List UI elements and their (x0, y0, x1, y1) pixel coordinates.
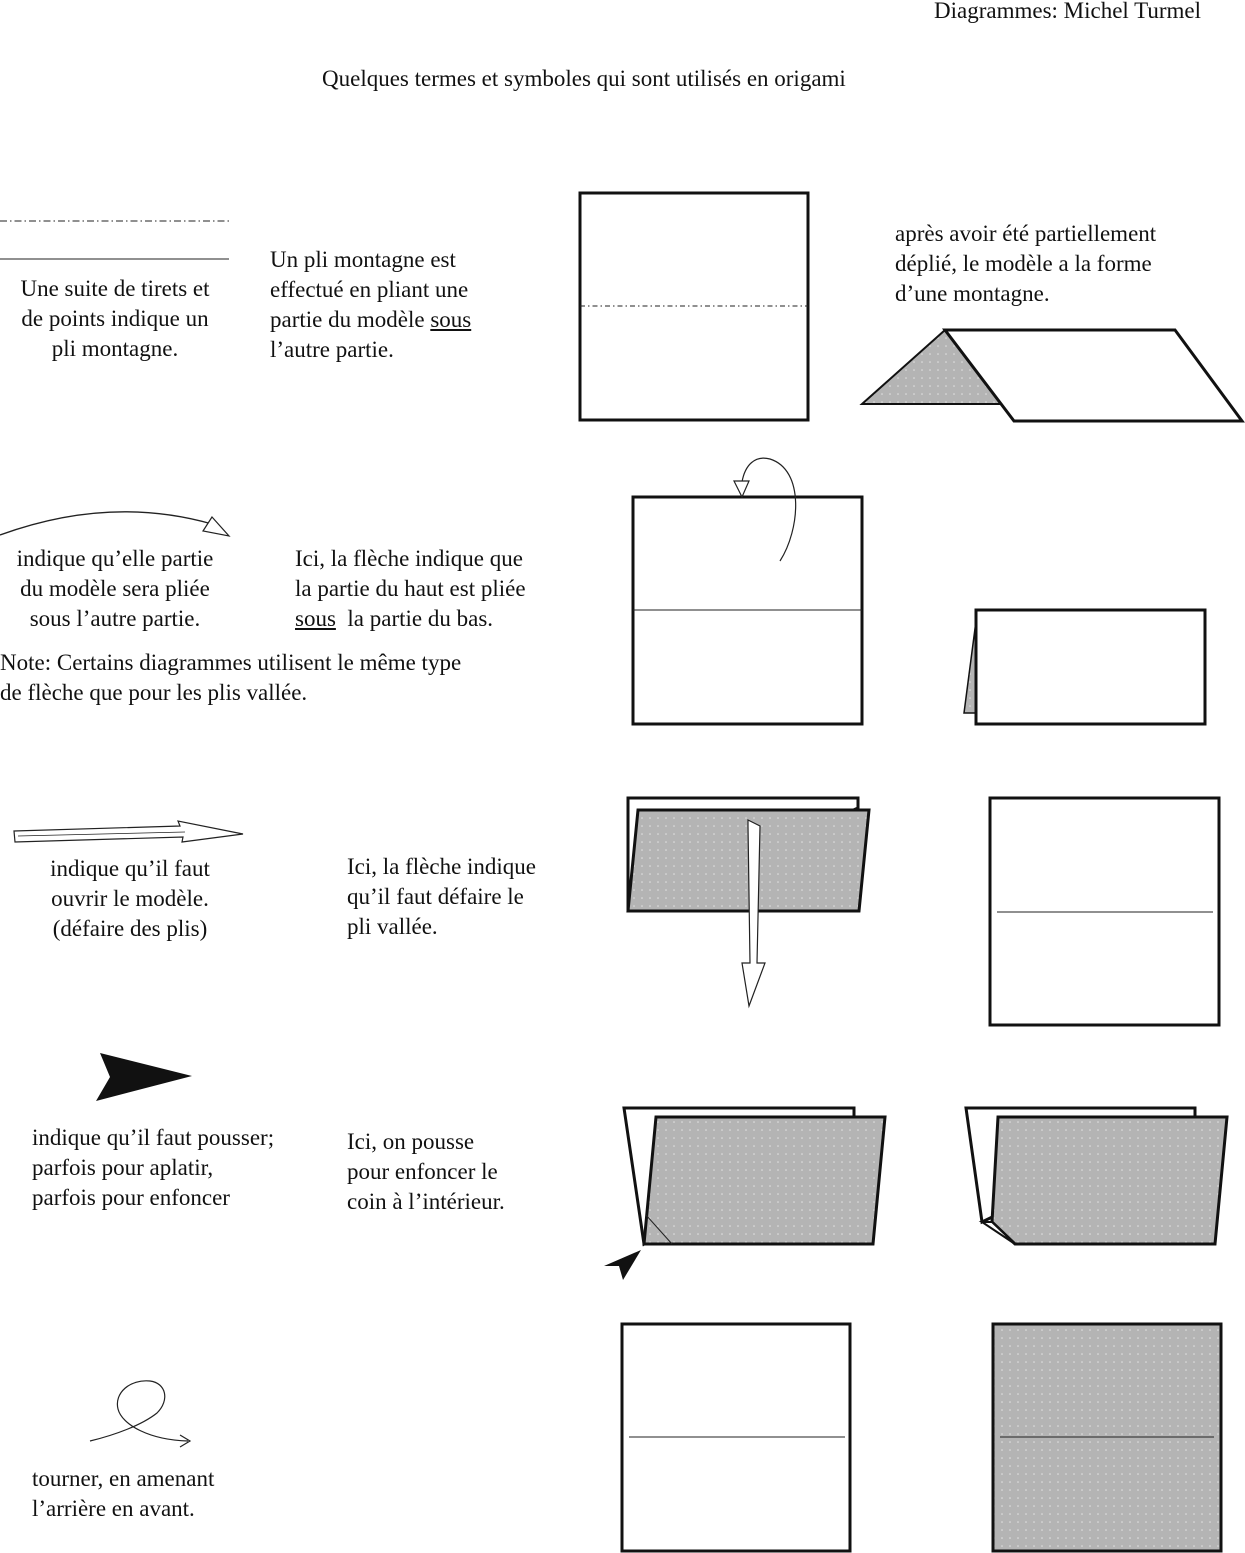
push-small-arrow (604, 1250, 641, 1280)
mountain-result-shape (862, 330, 1242, 421)
fold-under-result-shape (964, 610, 1205, 724)
push-explanation: Ici, on pousse pour enfoncer le coin à l’intérieur. (347, 1129, 505, 1214)
push-result-shape (966, 1108, 1227, 1244)
turn-over-arrow-symbol (90, 1381, 190, 1447)
unfold-explanation: Ici, la flèche indique qu’il faut défaire le pli vallée. (347, 854, 537, 939)
fold-under-arrow-symbol (0, 512, 229, 536)
unfold-arrow-symbol (14, 821, 243, 842)
fold-under-symbol-description: indique qu’elle partie du modèle sera pliée sous l’autre partie. (16, 546, 214, 631)
turn-over-symbol-description: tourner, en amenant l’arrière en avant. (32, 1466, 215, 1521)
push-symbol-description: indique qu’il faut pousser; parfois pour aplatir, parfois pour enfoncer (32, 1125, 275, 1210)
push-arrow-symbol (96, 1053, 192, 1101)
push-folded-shape (624, 1108, 885, 1244)
mountain-result-description: après avoir été partiellement déplié, le modèle a la forme d’une montagne. (895, 221, 1157, 306)
mountain-symbol-description: Une suite de tirets et de points indique un pli montagne. (20, 276, 210, 361)
page-title: Quelques termes et symboles qui sont utilisés en origami (322, 66, 846, 91)
fold-under-explanation: Ici, la flèche indique que la partie du haut est pliée sous la partie du bas. (295, 546, 526, 631)
mountain-explanation: Un pli montagne est effectué en pliant une partie du modèle sous l’autre partie. (270, 247, 472, 362)
unfold-symbol-description: indique qu’il faut ouvrir le modèle. (défaire des plis) (50, 856, 210, 941)
credit-text: Diagrammes: Michel Turmel (934, 0, 1202, 23)
fold-under-note: Note: Certains diagrammes utilisent le même type de flèche que pour les plis vallée. (0, 650, 462, 705)
